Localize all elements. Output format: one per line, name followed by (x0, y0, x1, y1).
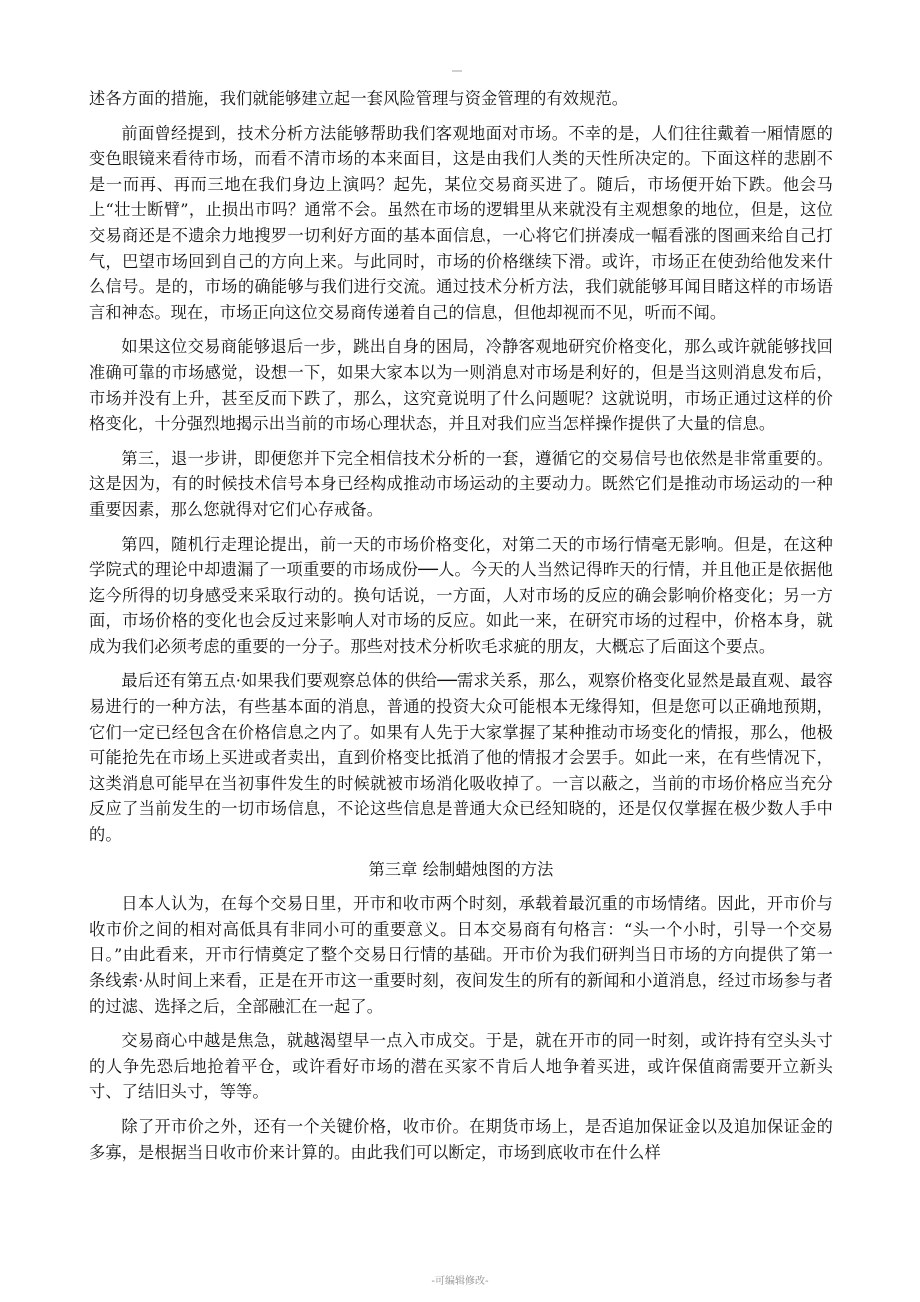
chapter-title: 第三章 绘制蜡烛图的方法 (368, 859, 554, 879)
paragraph-fifth-point: 最后还有第五点·如果我们要观察总体的供给──需求关系，那么，观察价格变化显然是最直观、最容易进行的一种方法，有些基本面的消息，普通的投资大众可能根本无缘得知，但是您可以正确地预期，它们一定已经包含在价格信息之内了。如果有人先于大家掌握了某种推动市场变化的情报，那么，他极可能抢先在市场上买进或者卖出，直到价格变比抵消了他的情报才会罢手。如此一来，在有些情况下，这类消息可能早在当初事件发生的时候就被市场消化吸收掉了。一言以蔽之，当前的市场价格应当充分反应了当前发生的一切市场信息，不论这些信息是普通大众已经知晓的，还是仅仅掌握在极少数人手中的。 (89, 671, 833, 845)
paragraph-traders-anxiety: 交易商心中越是焦急，就越渴望早一点入市成交。于是，就在开市的同一时刻，或许持有空头头寸的人争先恐后地抢着平仓，或许看好市场的潜在买家不肯后人地争着买进，或许保值商需要开立新头寸、了结旧头寸，等等。 (89, 1031, 833, 1102)
paragraph-step-back: 如果这位交易商能够退后一步，跳出自身的困局，冷静客观地研究价格变化，那么或许就能够找回准确可靠的市场感觉，设想一下，如果大家本以为一则消息对市场是利好的，但是当这则消息发布后，市场并没有上升，甚至反而下跌了，那么，这究竟说明了什么问题呢？这就说明，市场正通过这样的价格变化，十分强烈地揭示出当前的市场心理状态，并且对我们应当怎样操作提供了大量的信息。 (89, 337, 833, 434)
paragraph-third-point: 第三，退一步讲，即便您并下完全相信技术分析的一套，遵循它的交易信号也依然是非常重要的。这是因为，有的时候技术信号本身已经构成推动市场运动的主要动力。既然它们是推动市场运动的一种重要因素，那么您就得对它们心存戒备。 (89, 448, 833, 519)
paragraph-continuation: 述各方面的措施，我们就能够建立起一套风险管理与资金管理的有效规范。 (89, 89, 629, 108)
page-footer: -可编辑修改- (431, 1276, 489, 1287)
header-mark (452, 70, 462, 72)
paragraph-closing-price: 除了开市价之外，还有一个关键价格，收市价。在期货市场上，是否追加保证金以及追加保证金的多寡，是根据当日收市价来计算的。由此我们可以断定，市场到底收市在什么样 (89, 1116, 833, 1162)
paragraph-open-close: 日本人认为，在每个交易日里，开市和收市两个时刻，承载着最沉重的市场情绪。因此，开市价与收市价之间的相对高低具有非同小可的重要意义。日本交易商有句格言：“头一个小时，引导一个交易日。”由此看来，开市行情奠定了整个交易日行情的基础。开市价为我们研判当日市场的方向提供了第一条线索·从时间上来看，正是在开市这一重要时刻，夜间发生的所有的新闻和小道消息，经过市场参与者的过滤、选择之后，全部融汇在一起了。 (89, 894, 833, 1016)
paragraph-technical-analysis: 前面曾经提到，技术分析方法能够帮助我们客观地面对市场。不幸的是，人们往往戴着一厢情愿的变色眼镜来看待市场，而看不清市场的本来面目，这是由我们人类的天性所决定的。下面这样的悲剧不是一而再、再而三地在我们身边上演吗？起先，某位交易商买进了。随后，市场便开始下跌。他会马上“壮士断臂”，止损出市吗？通常不会。虽然在市场的逻辑里从来就没有主观想象的地位，但是，这位交易商还是不遗余力地搜罗一切利好方面的基本面信息，一心将它们拼凑成一幅看涨的图画来给自己打气，巴望市场回到自己的方向上来。与此同时，市场的价格继续下滑。或许，市场正在使劲给他发来什么信号。是的，市场的确能够与我们进行交流。通过技术分析方法，我们就能够耳闻目睹这样的市场语言和神态。现在，市场正向这位交易商传递着自己的信息，但他却视而不见，听而不闻。 (89, 123, 833, 322)
paragraph-fourth-point: 第四，随机行走理论提出，前一天的市场价格变化，对第二天的市场行情毫无影响。但是，在这种学院式的理论中却遗漏了一项重要的市场成份──人。今天的人当然记得昨天的行情，并且他正是依据他迄今所得的切身感受来采取行动的。换句话说，一方面，人对市场的反应的确会影响价格变化；另一方面，市场价格的变化也会反过来影响人对市场的反应。如此一来，在研究市场的过程中，价格本身，就成为我们必须考虑的重要的一分子。那些对技术分析吹毛求疵的朋友，大概忘了后面这个要点。 (89, 534, 833, 656)
document-body (89, 86, 833, 1174)
